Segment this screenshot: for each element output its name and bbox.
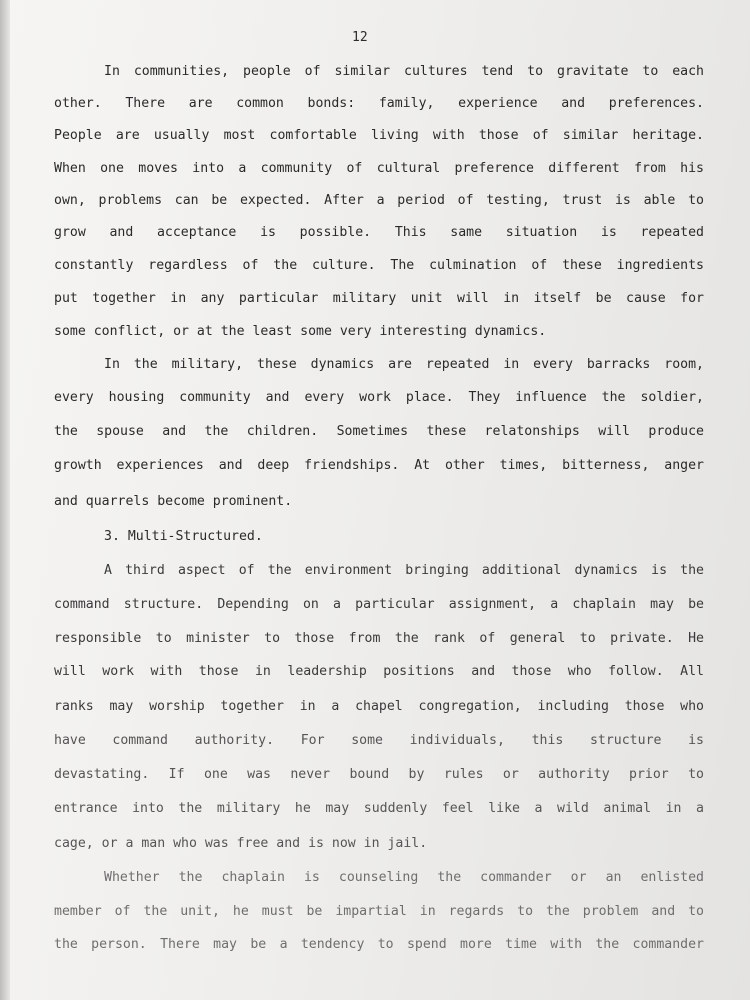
text-line: In communities, people of similar cultures tend to gravitate to each: [104, 64, 704, 79]
text-line: entrance into the military he may suddenly feel like a wild animal in a: [54, 801, 704, 816]
text-line: constantly regardless of the culture. The culmination of these ingredients: [54, 258, 704, 273]
text-line: the person. There may be a tendency to spend more time with the commander: [54, 937, 704, 952]
text-line: member of the unit, he must be impartial in regards to the problem and to: [54, 904, 704, 919]
text-line: In the military, these dynamics are repeated in every barracks room,: [104, 357, 704, 372]
text-line: devastating. If one was never bound by rules or authority prior to: [54, 767, 704, 782]
text-line: People are usually most comfortable living with those of similar heritage.: [54, 128, 704, 143]
spine-shadow: [0, 0, 10, 1000]
text-line: responsible to minister to those from the rank of general to private. He: [54, 631, 704, 646]
text-line: cage, or a man who was free and is now in jail.: [54, 836, 428, 851]
section-heading: 3. Multi-Structured.: [104, 529, 263, 544]
text-line: and quarrels become prominent.: [54, 494, 293, 509]
text-line: When one moves into a community of cultural preference different from his: [54, 161, 704, 176]
text-line: will work with those in leadership positions and those who follow. All: [54, 664, 704, 679]
text-line: command structure. Depending on a particular assignment, a chaplain may be: [54, 597, 704, 612]
text-line: every housing community and every work place. They influence the soldier,: [54, 390, 704, 405]
page-number: 12: [352, 30, 368, 45]
text-line: grow and acceptance is possible. This same situation is repeated: [54, 225, 704, 240]
text-line: Whether the chaplain is counseling the commander or an enlisted: [104, 870, 704, 885]
text-line: ranks may worship together in a chapel congregation, including those who: [54, 699, 704, 714]
text-line: own, problems can be expected. After a period of testing, trust is able to: [54, 193, 704, 208]
text-line: A third aspect of the environment bringing additional dynamics is the: [104, 563, 704, 578]
text-line: put together in any particular military unit will in itself be cause for: [54, 291, 704, 306]
text-line: some conflict, or at the least some very interesting dynamics.: [54, 324, 547, 339]
text-line: growth experiences and deep friendships. At other times, bitterness, anger: [54, 458, 704, 473]
text-line: have command authority. For some individuals, this structure is: [54, 733, 704, 748]
text-line: the spouse and the children. Sometimes these relatonships will produce: [54, 424, 704, 439]
text-line: other. There are common bonds: family, experience and preferences.: [54, 96, 704, 111]
